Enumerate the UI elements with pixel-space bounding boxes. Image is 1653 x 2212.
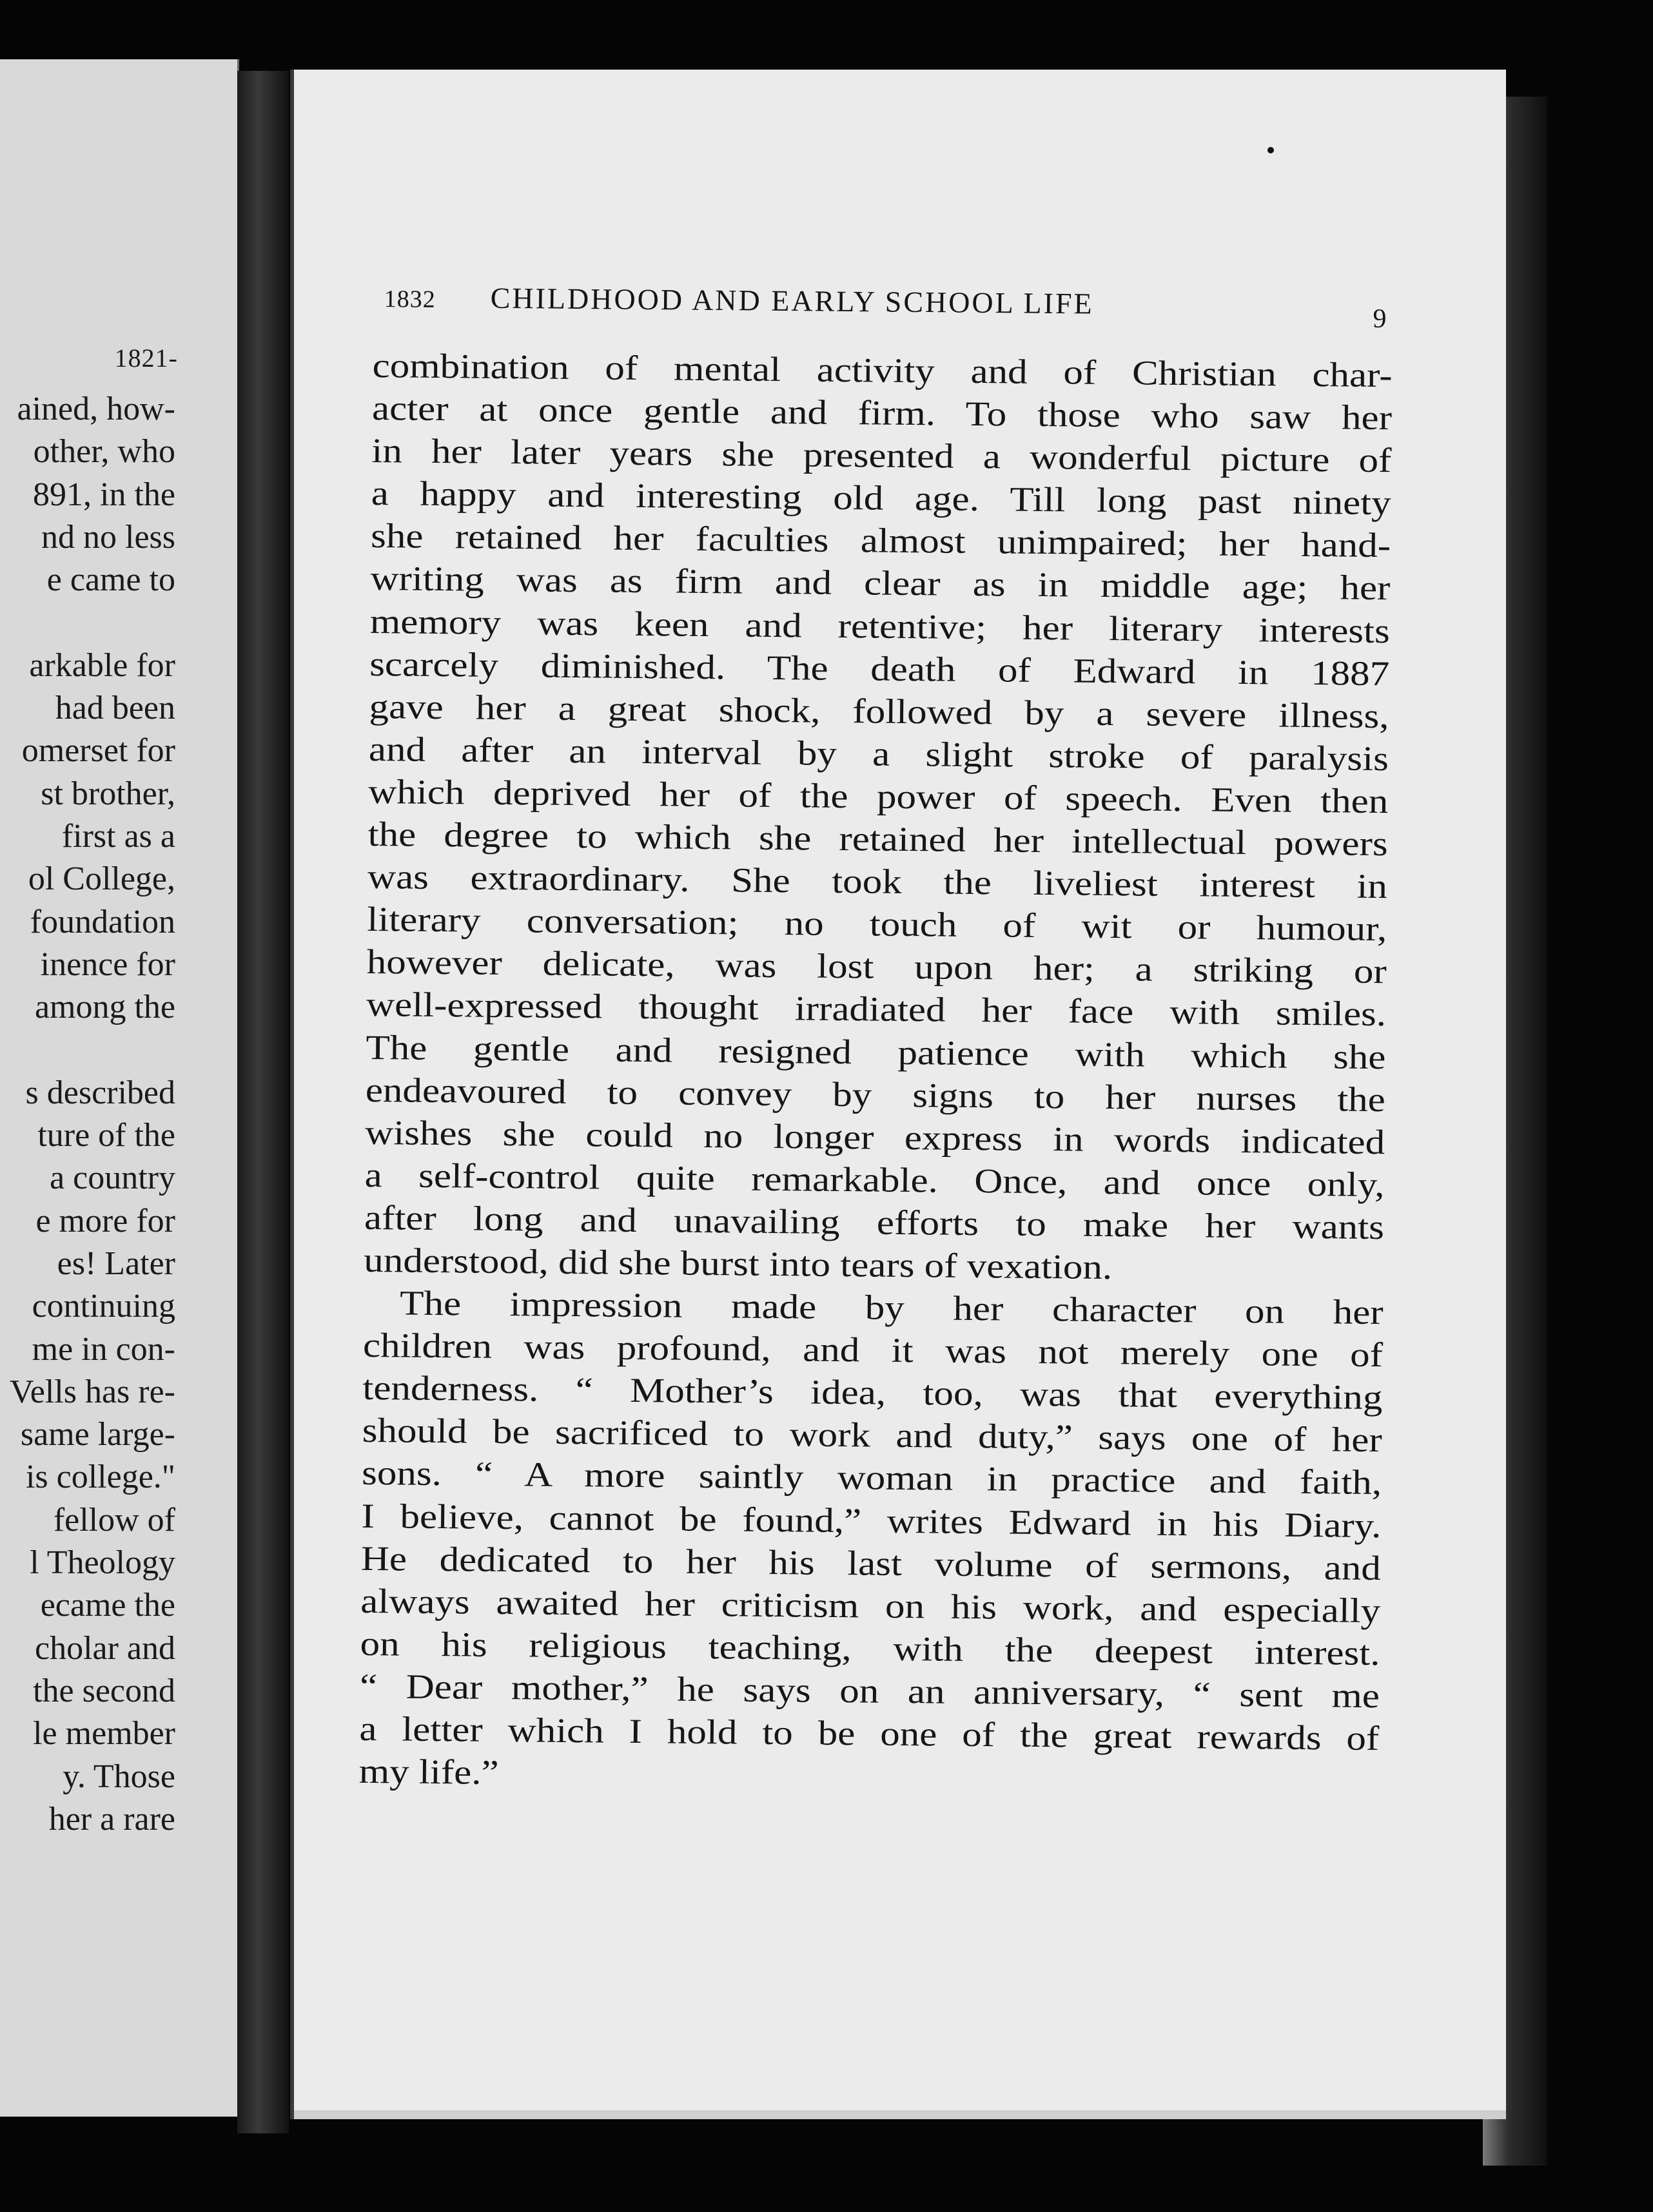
text-line: children was profound, and it was not merely one of: [362, 1326, 1384, 1375]
text-line: however delicate, was lost upon her; a striking or: [366, 942, 1387, 991]
text-line: after long and unavailing efforts to make her wants: [364, 1198, 1385, 1247]
left-text-line: fellow of: [53, 1501, 175, 1538]
previous-page: [0, 59, 239, 2117]
text-line: and after an interval by a slight stroke of paralysis: [368, 729, 1389, 778]
text-line: literary conversation; no touch of wit or humour,: [367, 900, 1387, 949]
text-line: a happy and interesting old age. Till long past ninety: [371, 474, 1391, 523]
left-text-line: her a rare: [48, 1800, 175, 1838]
left-text-line: a country: [50, 1159, 175, 1197]
left-text-line: Vells has re-: [9, 1373, 175, 1410]
left-page-running-head: 1821-: [114, 344, 178, 373]
left-text-line: [0, 1029, 175, 1071]
left-page-text: [0, 388, 175, 1841]
left-text-line: es! Later: [57, 1245, 175, 1282]
text-line: acter at once gentle and firm. To those who saw her: [371, 389, 1393, 438]
text-line: The impression made by her character on her: [399, 1283, 1384, 1332]
chapter-title: CHILDHOOD AND EARLY SCHOOL LIFE: [490, 281, 1094, 320]
left-text-line: ained, how-: [17, 391, 175, 427]
left-text-line: is college.": [25, 1459, 175, 1496]
left-text-line: same large-: [20, 1416, 175, 1453]
ink-speck: [1267, 147, 1274, 153]
text-line: “ Dear mother,” he says on an anniversary, “ sent me: [359, 1666, 1380, 1715]
text-line: well-expressed thought irradiated her face with smiles.: [366, 985, 1387, 1034]
margin-year: 1832: [384, 285, 436, 313]
left-text-line: nd no less: [41, 518, 175, 556]
text-line: a self-control quite remarkable. Once, and once only,: [364, 1155, 1385, 1204]
text-line: endeavoured to convey by signs to her nurses the: [365, 1070, 1386, 1119]
book-gutter: [237, 71, 289, 2133]
current-page: [290, 70, 1506, 2119]
left-text-line: arkable for: [29, 646, 175, 684]
left-text-line: inence for: [40, 946, 175, 983]
left-text-line: e more for: [35, 1202, 175, 1239]
left-text-line: ol College,: [28, 860, 175, 898]
left-text-line: continuing: [32, 1288, 175, 1325]
left-text-line: l Theology: [30, 1544, 175, 1582]
text-line: was extraordinary. She took the liveliest interest in: [367, 857, 1388, 906]
text-line: understood, did she burst into tears of vexation.: [364, 1240, 1113, 1287]
text-line: wishes she could no longer express in words indicated: [364, 1112, 1385, 1161]
left-text-line: had been: [55, 690, 175, 727]
left-text-line: st brother,: [41, 775, 175, 812]
left-text-line: omerset for: [21, 732, 175, 770]
left-text-line: the second: [33, 1672, 175, 1709]
left-text-line: me in con-: [32, 1330, 175, 1368]
text-line: sons. “ A more saintly woman in practice and faith,: [361, 1453, 1382, 1502]
text-line: He dedicated to her his last volume of sermons, and: [360, 1538, 1382, 1587]
text-line: which deprived her of the power of speech. Even then: [368, 771, 1389, 821]
text-line: my life.”: [358, 1751, 499, 1792]
left-text-line: y. Those: [63, 1758, 175, 1795]
text-line: a letter which I hold to be one of the great rewards of: [359, 1709, 1380, 1758]
text-line: The gentle and resigned patience with which she: [366, 1027, 1386, 1076]
text-line: should be sacrificed to work and duty,” says one of her: [362, 1411, 1383, 1460]
left-text-line: other, who: [33, 433, 175, 471]
text-line: the degree to which she retained her intellectual powers: [367, 814, 1388, 864]
left-text-line: [0, 601, 175, 644]
text-line: in her later years she presented a wonderful picture of: [371, 431, 1392, 480]
left-text-line: ecame the: [40, 1587, 175, 1624]
left-text-line: e came to: [46, 561, 175, 599]
text-line: writing was as firm and clear as in middle age; her: [370, 559, 1391, 608]
text-line: scarcely diminished. The death of Edward in 1887: [369, 644, 1390, 693]
running-head: [384, 280, 1387, 335]
text-line: memory was keen and retentive; her literary interests: [369, 601, 1391, 650]
text-line: always awaited her criticism on his work, and especially: [360, 1581, 1381, 1630]
text-line: she retained her faculties almost unimpaired; her hand-: [370, 516, 1391, 565]
left-text-line: among the: [34, 989, 175, 1026]
text-line: on his religious teaching, with the deepest interest.: [360, 1624, 1380, 1673]
text-line: tenderness. “ Mother’s idea, too, was that everything: [362, 1368, 1383, 1417]
left-text-line: foundation: [30, 903, 175, 940]
left-text-line: first as a: [61, 817, 175, 855]
page-body-text: [358, 344, 1392, 1802]
left-text-line: s described: [25, 1074, 175, 1111]
text-line: I believe, cannot be found,” writes Edward in his Diary.: [361, 1496, 1382, 1545]
page-number: 9: [1373, 304, 1387, 334]
left-text-line: ture of the: [37, 1117, 175, 1154]
left-text-line: 891, in the: [33, 476, 175, 513]
left-text-line: cholar and: [34, 1629, 175, 1667]
text-line: gave her a great shock, followed by a severe illness,: [369, 686, 1389, 735]
left-text-line: le member: [33, 1715, 175, 1752]
text-line: combination of mental activity and of Christian char-: [372, 345, 1393, 395]
